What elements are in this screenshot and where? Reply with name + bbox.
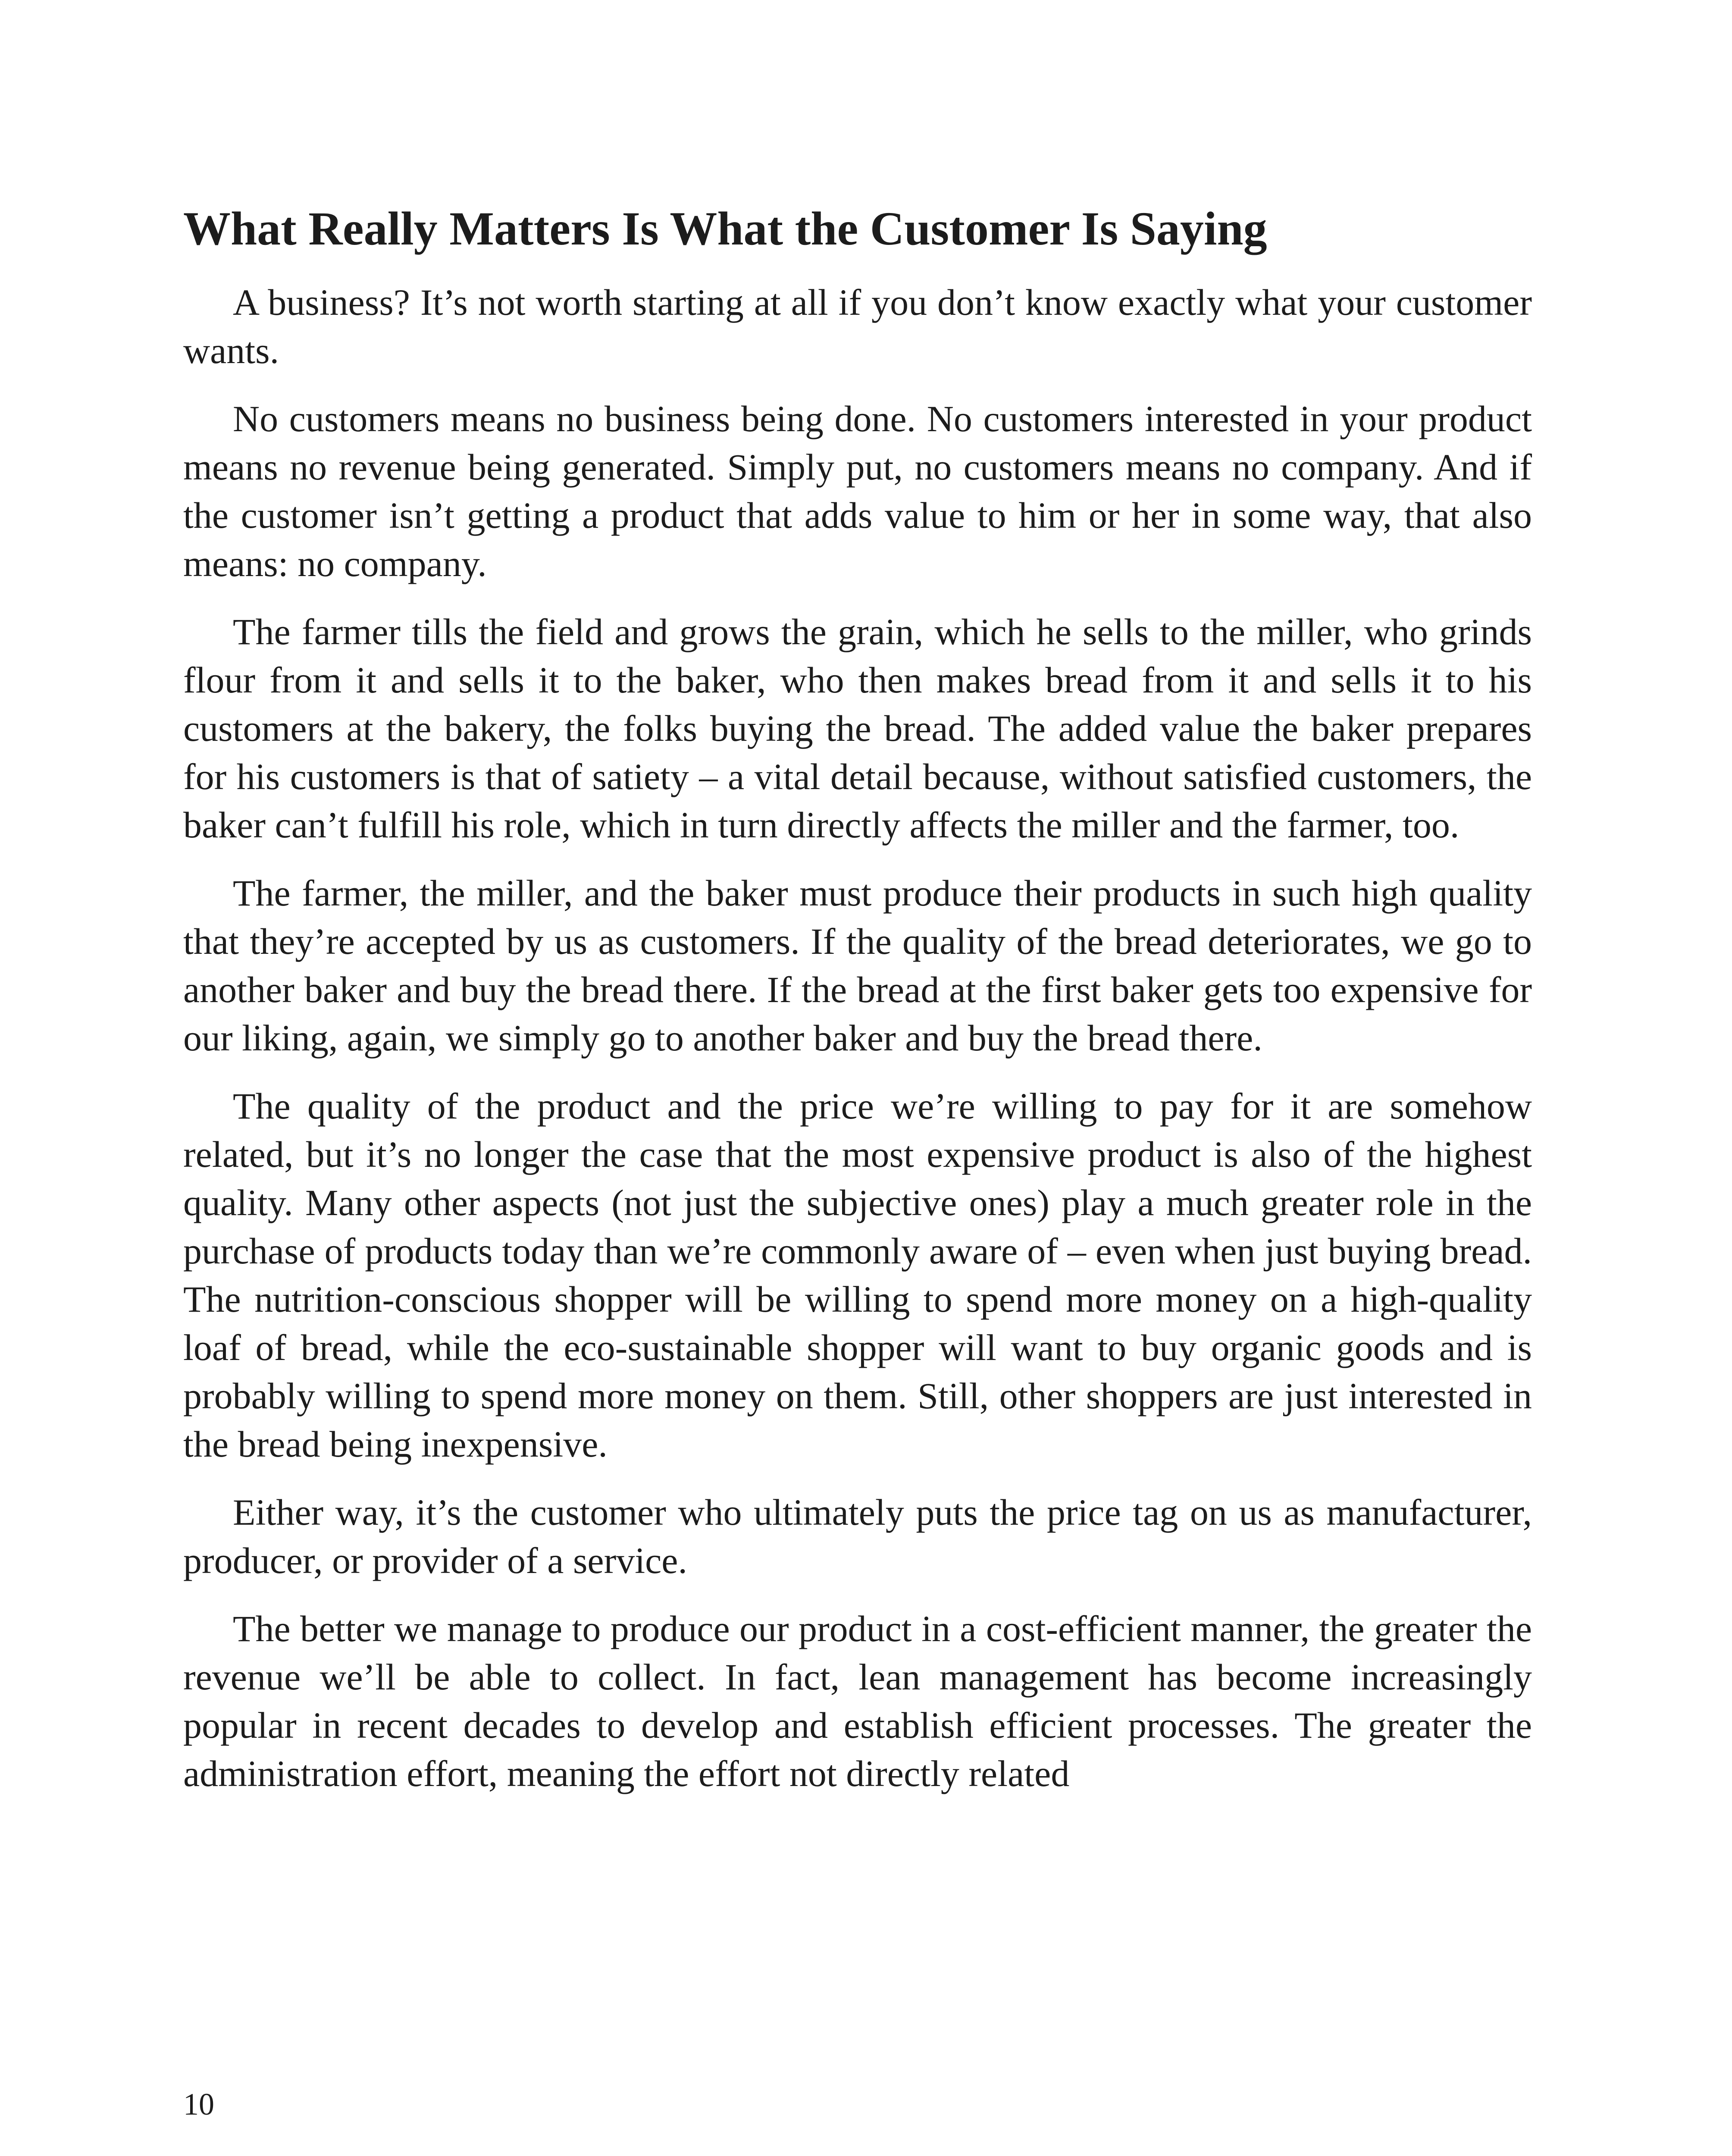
paragraph-4: The farmer, the miller, and the baker must produce their products in such high quality that they’re accepted by us as customers. If the quality of the bread deteriorates, we go to another baker and buy the bread there. If the bread at the first baker gets too expensive for our liking, again, we simply go to another baker and buy the bread there. (183, 872, 1532, 1059)
paragraph-7: The better we manage to produce our product in a cost-efficient manner, the greater the revenue we’ll be able to collect. In fact, lean management has become increasingly popular in recent decades to develop and establish efficient processes. The greater the administration effort, meaning the effort not directly related (183, 1608, 1532, 1794)
paragraph-5: The quality of the product and the price we’re willing to pay for it are somehow related, but it’s no longer the case that the most expensive product is also of the highest quality. Many other aspects (not just the subjective ones) play a much greater role in the purchase of products today than we’re commonly aware of – even when just buying bread. The nutrition-conscious shopper will be willing to spend more money on a high-quality loaf of bread, while the eco-sustainable shopper will want to buy organic goods and is probably willing to spend more money on them. Still, other shoppers are just interested in the bread being inexpensive. (183, 1085, 1532, 1465)
page-content (183, 196, 1532, 1818)
paragraph-1: A business? It’s not worth starting at all if you don’t know exactly what your customer wants. (183, 282, 1532, 371)
paragraph-3: The farmer tills the field and grows the grain, which he sells to the miller, who grinds flour from it and sells it to the baker, who then makes bread from it and sells it to his customers at the bakery, the folks buying the bread. The added value the baker prepares for his customers is that of satiety – a vital detail because, without satisfied customers, the baker can’t fulfill his role, which in turn directly affects the miller and the farmer, too. (183, 611, 1532, 846)
paragraph-2: No customers means no business being done. No customers interested in your product means no revenue being generated. Simply put, no customers means no company. And if the customer isn’t getting a product that adds value to him or her in some way, that also means: no company. (183, 398, 1532, 584)
page-number: 10 (183, 2087, 214, 2122)
paragraph-6: Either way, it’s the customer who ultimately puts the price tag on us as manufacturer, producer, or provider of a service. (183, 1492, 1532, 1581)
section-heading: What Really Matters Is What the Customer Is Saying (183, 202, 1267, 255)
